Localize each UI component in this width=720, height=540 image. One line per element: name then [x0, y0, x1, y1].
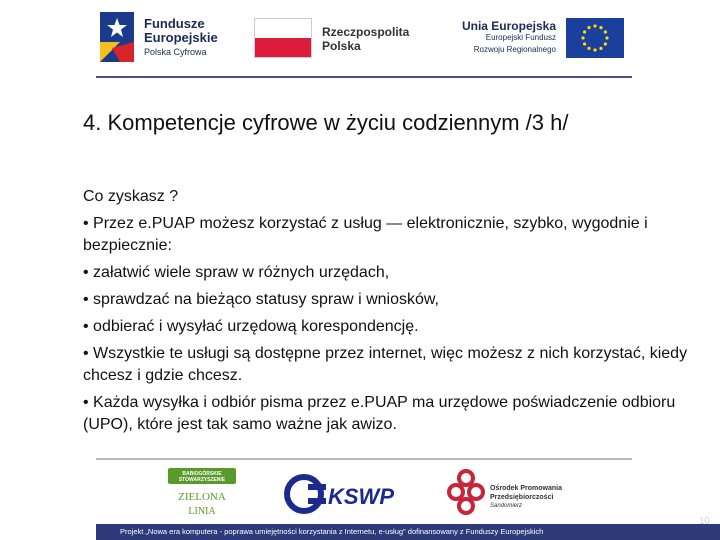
opp-logo	[446, 468, 576, 518]
eu-star-icon	[593, 48, 596, 51]
footer-project-text: Projekt „Nowa era komputera - poprawa umiejętności korzystania z Internetu, e-usług" dofinansowany z Funduszy Europejskich	[120, 527, 544, 536]
bullet-item: • Każda wysyłka i odbiór pisma przez e.PUAP ma urzędowe poświadczenie odbioru (UPO), które jest tak samo ważne jak awizo.	[83, 394, 676, 433]
eu-star-icon	[593, 24, 596, 27]
slide-title: 4. Kompetencje cyfrowe w życiu codziennym /3 h/	[83, 110, 569, 135]
ue-line1: Unia Europejska	[461, 19, 556, 33]
eu-star-icon	[604, 42, 607, 45]
bullet-item: • załatwić wiele spraw w różnych urzędach,	[83, 264, 390, 281]
kswp-text: KSWP	[328, 484, 394, 509]
eu-flag-icon	[566, 18, 624, 58]
zielona-linia-logo	[166, 468, 238, 518]
opp-line2: Przedsiębiorczości	[490, 494, 554, 501]
header-divider	[96, 76, 632, 78]
eu-star-icon	[599, 26, 602, 29]
ue-line2: Europejski Fundusz	[485, 33, 556, 42]
eu-star-icon	[604, 30, 607, 33]
zl-top1: BABIOGÓRSKIE	[182, 471, 222, 477]
fe-line1: Fundusze	[144, 16, 205, 31]
zl-bot: LINIA	[188, 506, 216, 517]
eu-star-icon	[587, 26, 590, 29]
zl-top2: STOWARZYSZENIE	[178, 477, 226, 483]
slide-content	[83, 186, 698, 441]
footer-bar	[96, 516, 720, 540]
eu-star-icon	[605, 36, 608, 39]
content-heading: Co zyskasz ?	[83, 188, 179, 205]
fe-star-icon	[100, 12, 134, 62]
opp-line1: Ośrodek Promowania	[490, 485, 562, 492]
rp-line2: Polska	[322, 39, 361, 53]
bullet-item: • Wszystkie te usługi są dostępne przez internet, więc możesz z nich korzystać, kiedy chcesz i gdzie chcesz.	[83, 345, 688, 384]
rzeczpospolita-logo	[322, 25, 409, 53]
bullet-item: • Przez e.PUAP możesz korzystać z usług — elektronicznie, szybko, wygodnie i bezpiecznie:	[83, 215, 648, 254]
bullet-item: • sprawdzać na bieżąco statusy spraw i wniosków,	[83, 291, 439, 308]
opp-line3: Sandomierz	[490, 503, 523, 509]
fe-line2: Europejskie	[144, 30, 218, 45]
eu-star-icon	[587, 47, 590, 50]
fundusze-europejskie-logo	[100, 12, 240, 64]
kswp-logo	[282, 472, 404, 516]
fe-line3: Polska Cyfrowa	[144, 47, 207, 57]
polish-flag-icon	[254, 18, 312, 58]
page-number: 10	[698, 516, 710, 527]
footer-divider	[96, 458, 632, 460]
eu-star-icon	[583, 42, 586, 45]
unia-europejska-logo	[454, 20, 556, 56]
rp-line1: Rzeczpospolita	[322, 25, 410, 39]
zl-mid: ZIELONA	[178, 491, 226, 503]
eu-star-icon	[581, 36, 584, 39]
eu-star-icon	[583, 30, 586, 33]
ue-line3: Rozwoju Regionalnego	[473, 45, 556, 54]
bullet-item: • odbierać i wysyłać urzędową korespondencję.	[83, 318, 419, 335]
eu-star-icon	[599, 47, 602, 50]
opp-emblem-icon	[446, 468, 486, 518]
